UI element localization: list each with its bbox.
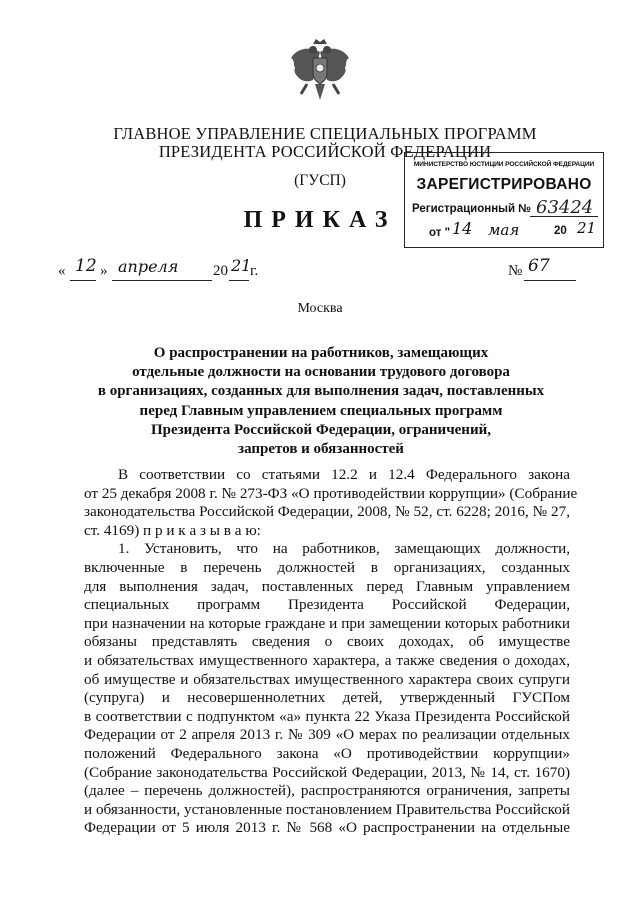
stamp-date-day: 14 [452,219,473,238]
body-line: включенные в перечень должностей в организациях, созданных [84,558,570,576]
order-year-underline [229,280,249,281]
order-title [86,344,556,459]
order-date-year-prefix: 20 [213,263,228,279]
order-date-open-quote: « [58,263,66,279]
body-line: обязаны представлять сведения о своих доходах, об имуществе [84,633,570,651]
order-body [84,466,578,838]
order-number-value: 67 [528,256,550,276]
order-title-line: Президента Российской Федерации, ограничений, [150,421,491,438]
document-type: ПРИКАЗ [243,207,397,233]
stamp-reg-underline [530,216,598,217]
order-day-underline [70,280,96,281]
registration-stamp [404,152,604,248]
body-line: 1. Установить, что на работников, замещающих должности, [118,540,570,558]
stamp-status: ЗАРЕГИСТРИРОВАНО [416,176,592,193]
order-city: Москва [297,301,343,316]
order-title-line: перед Главным управлением специальных программ [139,402,503,419]
order-date-close-quote: » [100,263,108,279]
stamp-date-year-suffix: 21 [577,219,597,237]
body-line: при назначении на которые граждане и при замещении которых работники [84,614,570,632]
body-line: Федерации от 5 июля 2013 г. № 568 «О распространении на отдельные [84,819,570,837]
stamp-date-from: от " [429,227,451,239]
order-title-line: в организациях, созданных для выполнения задач, поставленных [97,383,545,400]
stamp-date-year-prefix: 20 [554,225,567,237]
order-date-year-value: 21 [231,256,252,275]
body-line: для выполнения задач, поставленных перед Главным управлением [84,577,570,595]
body-line: в соответствии с подпунктом «а» пункта 22 Указа Президента Российской [84,707,570,725]
order-date-month: апреля [118,257,179,276]
org-abbreviation: (ГУСП) [294,172,346,189]
body-line: специальных программ Президента Российской Федерации, [84,596,570,614]
body-line: (Собрание законодательства Российской Федерации, 2013, № 14, ст. 1670) [84,763,570,781]
order-number-underline [524,280,576,281]
body-line: Федерации от 2 апреля 2013 г. № 309 «О мерах по реализации отдельных [84,726,570,744]
body-line: (супруга) и несовершеннолетних детей, утвержденный ГУСПом [84,689,570,707]
body-line: ст. 4169) п р и к а з ы в а ю: [84,521,261,539]
order-month-underline [112,280,212,281]
stamp-reg-number: 63424 [536,197,594,218]
body-line: (далее – перечень должностей), распространяются ограничения, запреты [84,782,570,800]
coat-of-arms-icon [289,38,351,106]
order-date-year-suffix: г. [250,263,259,279]
body-line: об имуществе и обязательствах имущественного характера своих супруги [84,670,570,688]
body-line: В соответствии со статьями 12.2 и 12.4 Федерального закона [118,466,570,483]
stamp-date-month: мая [488,221,520,239]
stamp-ministry: МИНИСТЕРСТВО ЮСТИЦИИ РОССИЙСКОЙ ФЕДЕРАЦИИ [413,161,595,168]
order-title-line: отдельные должности на основании трудового договора [132,364,510,381]
body-line: положений Федерального закона «О противодействии коррупции» [84,744,570,762]
order-number-label: № [508,263,523,279]
order-title-line: О распространении на работников, замещающих [153,345,489,361]
body-line: от 25 декабря 2008 г. № 273-ФЗ «О противодействии коррупции» (Собрание [84,484,578,502]
org-title-line-2: ПРЕЗИДЕНТА РОССИЙСКОЙ ФЕДЕРАЦИИ [158,142,492,161]
body-line: и обязанности, установленные постановлением Правительства Российской [84,800,570,818]
body-line: и обязательствах имущественного характера, а также сведения о доходах, [84,651,570,669]
order-date-day: 12 [75,256,97,276]
body-line: законодательства Российской Федерации, 2008, № 52, ст. 6228; 2016, № 27, [84,503,570,521]
org-title-line-1: ГЛАВНОЕ УПРАВЛЕНИЕ СПЕЦИАЛЬНЫХ ПРОГРАММ [113,124,537,143]
stamp-reg-label: Регистрационный № [412,203,532,215]
order-title-line: запретов и обязанностей [238,441,404,458]
